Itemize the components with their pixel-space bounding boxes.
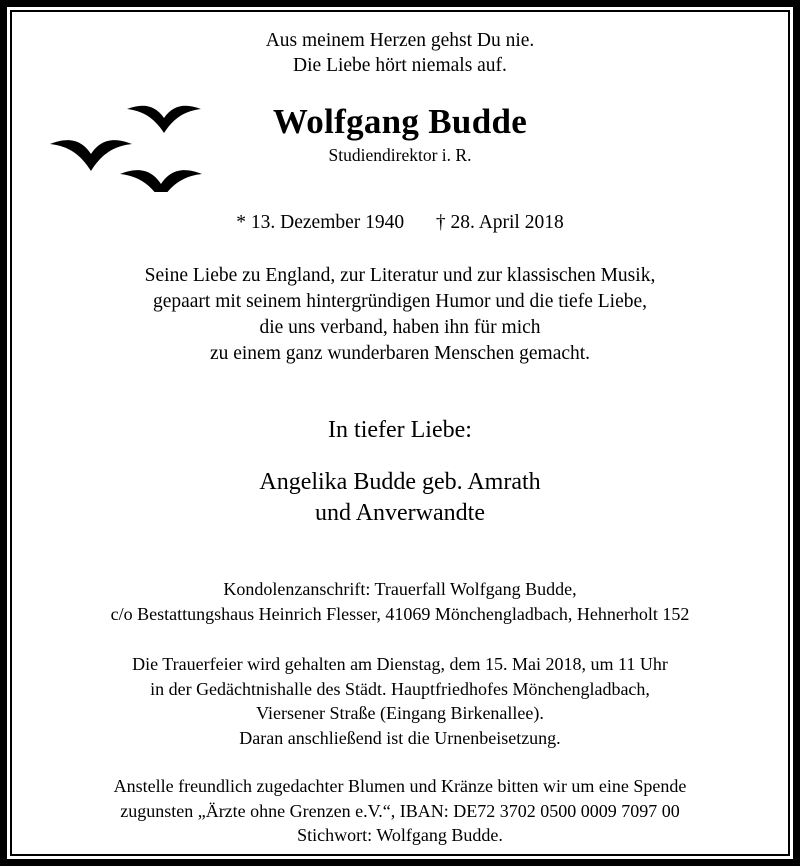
mourners	[24, 467, 776, 529]
service-line-3: Viersener Straße (Eingang Birkenallee).	[256, 703, 544, 723]
service-line-1: Die Trauerfeier wird gehalten am Dienstag, dem 15. Mai 2018, um 11 Uhr	[132, 654, 668, 674]
deceased-name: Wolfgang Budde	[272, 102, 528, 141]
mourner-primary: Angelika Budde geb. Amrath	[259, 469, 541, 495]
tribute-text	[24, 263, 776, 367]
deceased-title: Studiendirektor i. R.	[328, 145, 472, 165]
donation-line-2: zugunsten „Ärzte ohne Grenzen e.V.“, IBAN: DE72 3702 0500 0009 7097 00	[120, 800, 680, 821]
birth-date: 13. Dezember 1940	[250, 212, 405, 233]
donation-request	[24, 774, 776, 848]
life-dates	[24, 210, 776, 235]
tribute-line-1: Seine Liebe zu England, zur Literatur und zur klassischen Musik,	[144, 265, 656, 286]
tribute-line-2: gepaart mit seinem hintergründigen Humor und die tiefe Liebe,	[152, 291, 648, 312]
three-birds-icon	[42, 96, 232, 192]
epitaph-line-2: Die Liebe hört niemals auf.	[293, 55, 507, 76]
name-band	[24, 100, 776, 190]
tribute-line-4: zu einem ganz wunderbaren Menschen gemacht.	[209, 343, 591, 364]
condolence-address	[24, 577, 776, 626]
condolence-line-2: c/o Bestattungshaus Heinrich Flesser, 41069 Mönchengladbach, Hehnerholt 152	[110, 603, 690, 624]
service-line-2: in der Gedächtnishalle des Städt. Hauptfriedhofes Mönchengladbach,	[150, 678, 650, 699]
mourning-intro: In tiefer Liebe:	[328, 417, 472, 443]
epitaph-line-1: Aus meinem Herzen gehst Du nie.	[265, 30, 535, 51]
birth-symbol: *	[236, 212, 247, 233]
notice-content	[12, 12, 788, 854]
epitaph	[24, 28, 776, 78]
tribute-line-3: die uns verband, haben ihn für mich	[259, 317, 541, 338]
service-line-4: Daran anschließend ist die Urnenbeisetzung.	[239, 727, 561, 748]
death-symbol: †	[435, 212, 446, 233]
mourner-relatives: und Anverwandte	[315, 500, 485, 526]
notice-inner-border	[10, 10, 790, 856]
condolence-line-1: Kondolenzanschrift: Trauerfall Wolfgang Budde,	[223, 579, 577, 599]
service-details	[24, 652, 776, 750]
donation-line-1: Anstelle freundlich zugedachter Blumen und Kränze bitten wir um eine Spende	[113, 776, 687, 796]
death-date: 28. April 2018	[450, 212, 564, 233]
donation-line-3: Stichwort: Wolfgang Budde.	[297, 825, 503, 845]
